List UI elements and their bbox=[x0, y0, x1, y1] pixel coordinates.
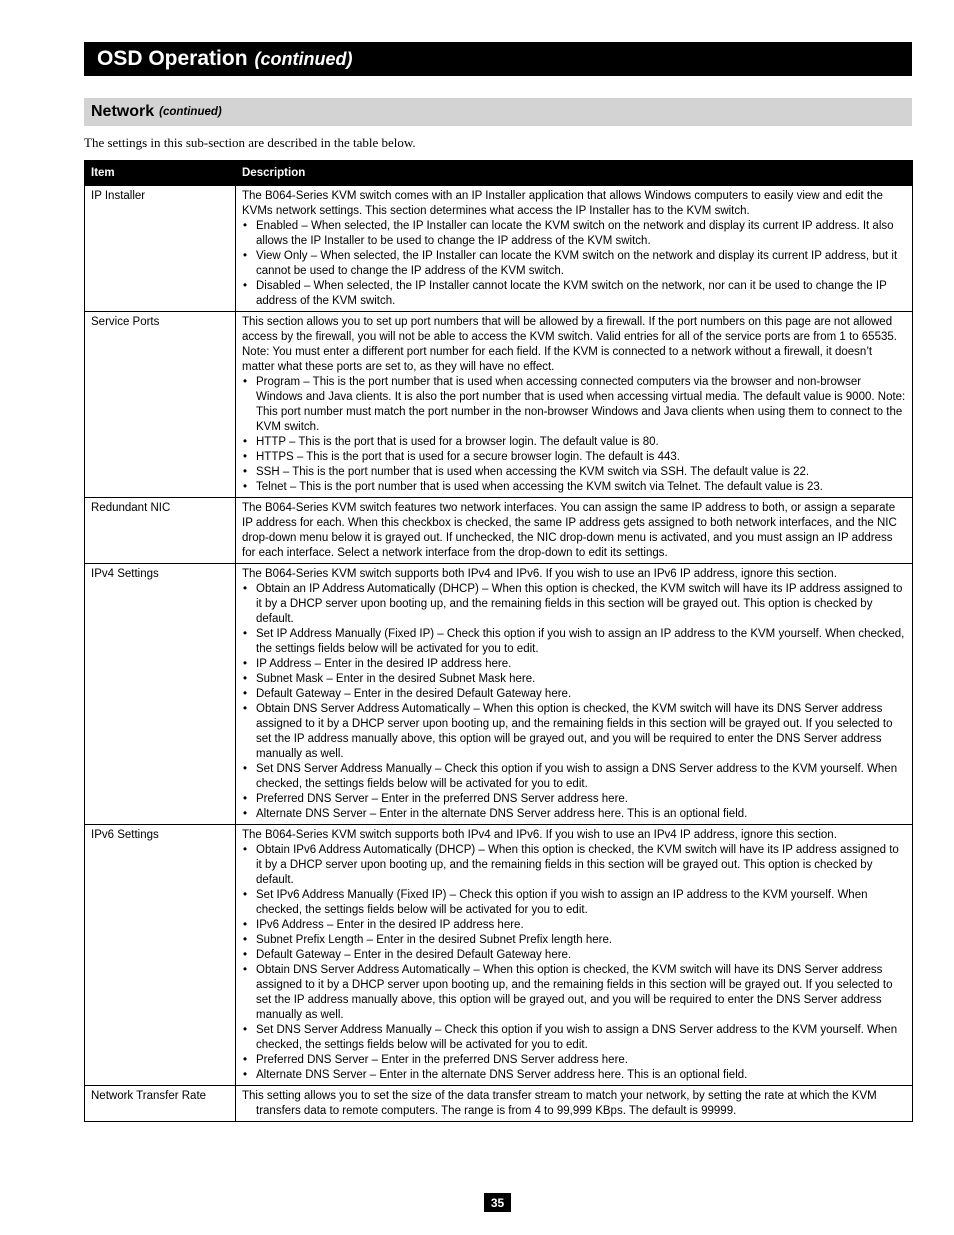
description-cell bbox=[236, 498, 913, 564]
list-item: • View Only – When selected, the IP Installer can locate the KVM switch on the network and display its current IP address, but it cannot be used to change the IP address of the KVM switch. bbox=[242, 249, 907, 279]
column-header-description: Description bbox=[236, 161, 913, 186]
list-item: • Obtain DNS Server Address Automatically – When this option is checked, the KVM switch will have its DNS Server address assigned to it by a DHCP server upon booting up, and the remaining fields in this section will be grayed out. If you selected to set the IP address manually above, this option will be grayed out, and you will be required to enter the DNS Server address manually as well. bbox=[242, 702, 907, 762]
item-cell: Network Transfer Rate bbox=[85, 1086, 236, 1122]
list-item: • Preferred DNS Server – Enter in the preferred DNS Server address here. bbox=[242, 1053, 907, 1068]
page-title-suffix: (continued) bbox=[254, 48, 353, 69]
column-header-item: Item bbox=[85, 161, 236, 186]
list-item: • HTTP – This is the port that is used for a browser login. The default value is 80. bbox=[242, 435, 907, 450]
list-item: • Set IP Address Manually (Fixed IP) – Check this option if you wish to assign an IP address to the KVM yourself. When checked, the settings fields below will be activated for you to edit. bbox=[242, 627, 907, 657]
description-cell bbox=[236, 186, 913, 312]
item-cell: Redundant NIC bbox=[85, 498, 236, 564]
table-header-row bbox=[85, 161, 913, 186]
list-item: • Set IPv6 Address Manually (Fixed IP) – Check this option if you wish to assign an IP address to the KVM yourself. When checked, the settings fields below will be activated for you to edit. bbox=[242, 888, 907, 918]
page-title-bar bbox=[84, 42, 912, 76]
bullet-list bbox=[242, 219, 907, 309]
item-cell: Service Ports bbox=[85, 312, 236, 498]
description-cell bbox=[236, 312, 913, 498]
item-cell: IPv6 Settings bbox=[85, 825, 236, 1086]
list-item: • Preferred DNS Server – Enter in the preferred DNS Server address here. bbox=[242, 792, 907, 807]
bullet-list bbox=[242, 582, 907, 822]
description-cell bbox=[236, 825, 913, 1086]
bullet-list bbox=[242, 843, 907, 1083]
table-row bbox=[85, 186, 913, 312]
description-cell bbox=[236, 564, 913, 825]
page-number: 35 bbox=[484, 1193, 511, 1212]
description-text: The B064-Series KVM switch comes with an IP Installer application that allows Windows computers to easily view and edit the KVMs network settings. This section determines what access the IP Installer has to the KVM switch. bbox=[242, 190, 883, 217]
bullet-list bbox=[242, 1089, 907, 1119]
table-row bbox=[85, 312, 913, 498]
list-item: • Obtain DNS Server Address Automatically – When this option is checked, the KVM switch will have its DNS Server address assigned to it by a DHCP server upon booting up, and the remaining fields in this section will be grayed out. If you selected to set the IP address manually above, this option will be grayed out, and you will be required to enter the DNS Server address manually as well. bbox=[242, 963, 907, 1023]
item-cell: IP Installer bbox=[85, 186, 236, 312]
description-text: The B064-Series KVM switch features two network interfaces. You can assign the same IP address to both, or assign a separate IP address for each. When this checkbox is checked, the same IP address gets assigned to both network interfaces, and the NIC drop-down menu below it is grayed out. If unchecked, the NIC drop-down menu is activated, and you must assign an IP address for each interface. Select a network interface from the drop-down to edit its settings. bbox=[242, 502, 897, 559]
list-item: • Set DNS Server Address Manually – Check this option if you wish to assign a DNS Server address to the KVM yourself. When checked, the settings fields below will be activated for you to edit. bbox=[242, 1023, 907, 1053]
list-item: • Subnet Mask – Enter in the desired Subnet Mask here. bbox=[242, 672, 907, 687]
item-cell: IPv4 Settings bbox=[85, 564, 236, 825]
list-item: • Enabled – When selected, the IP Installer can locate the KVM switch on the network and display its current IP address. It also allows the IP Installer to be used to change the IP address of the KVM switch. bbox=[242, 219, 907, 249]
description-text: The B064-Series KVM switch supports both IPv4 and IPv6. If you wish to use an IPv4 IP address, ignore this section. bbox=[242, 829, 837, 841]
list-item: • Alternate DNS Server – Enter in the alternate DNS Server address here. This is an optional field. bbox=[242, 1068, 907, 1083]
settings-table bbox=[84, 160, 913, 1122]
list-item: • Obtain an IP Address Automatically (DHCP) – When this option is checked, the KVM switch will have its IP address assigned to it by a DHCP server upon booting up, and the remaining fields in this section will be grayed out. This option is checked by default. bbox=[242, 582, 907, 627]
list-item: • IP Address – Enter in the desired IP address here. bbox=[242, 657, 907, 672]
description-text: This section allows you to set up port numbers that will be allowed by a firewall. If the port numbers on this page are not allowed access by the firewall, you will not be able to access the KVM switch. Valid entries for all of the service ports are from 1 to 65535. Note: You must enter a different port number for each field. If the KVM is connected to a network without a firewall, it doesn’t matter what these ports are set to, as they will have no effect. bbox=[242, 316, 897, 373]
list-item: • HTTPS – This is the port that is used for a secure browser login. The default is 443. bbox=[242, 450, 907, 465]
intro-text: The settings in this sub-section are described in the table below. bbox=[84, 135, 416, 150]
description-cell bbox=[236, 1086, 913, 1122]
list-item: • Obtain IPv6 Address Automatically (DHCP) – When this option is checked, the KVM switch will have its IP address assigned to it by a DHCP server upon booting up, and the remaining fields in this section will be grayed out. This option is checked by default. bbox=[242, 843, 907, 888]
list-item: • Set DNS Server Address Manually – Check this option if you wish to assign a DNS Server address to the KVM yourself. When checked, the settings fields below will be activated for you to edit. bbox=[242, 762, 907, 792]
list-item: • Subnet Prefix Length – Enter in the desired Subnet Prefix length here. bbox=[242, 933, 907, 948]
section-title: Network bbox=[91, 103, 155, 120]
list-item: • Program – This is the port number that is used when accessing connected computers via the browser and non-browser Windows and Java clients. It is also the port number that is used when accessing virtual media. The default value is 9000. Note: This port number must match the port number in the non-browser Windows and Java clients when using them to connect to the KVM switch. bbox=[242, 375, 907, 435]
list-item: • Disabled – When selected, the IP Installer cannot locate the KVM switch on the network, nor can it be used to change the IP address of the KVM switch. bbox=[242, 279, 907, 309]
list-item: • Default Gateway – Enter in the desired Default Gateway here. bbox=[242, 948, 907, 963]
section-heading-bar bbox=[84, 98, 912, 126]
table-row bbox=[85, 498, 913, 564]
table-row bbox=[85, 825, 913, 1086]
list-item: • IPv6 Address – Enter in the desired IP address here. bbox=[242, 918, 907, 933]
bullet-list bbox=[242, 375, 907, 495]
table-row bbox=[85, 1086, 913, 1122]
list-item: • Default Gateway – Enter in the desired Default Gateway here. bbox=[242, 687, 907, 702]
page-title: OSD Operation bbox=[97, 47, 248, 70]
list-item: • Telnet – This is the port number that is used when accessing the KVM switch via Telnet. The default value is 23. bbox=[242, 480, 907, 495]
section-title-suffix: (continued) bbox=[159, 106, 222, 118]
description-text: This setting allows you to set the size of the data transfer stream to match your network, by setting the rate at which the KVM transfers data to remote computers. The range is from 4 to 99,999 KBps. The default is 99999. bbox=[242, 1090, 877, 1117]
description-text: The B064-Series KVM switch supports both IPv4 and IPv6. If you wish to use an IPv6 IP address, ignore this section. bbox=[242, 568, 837, 580]
list-item: • Alternate DNS Server – Enter in the alternate DNS Server address here. This is an optional field. bbox=[242, 807, 907, 822]
table-row bbox=[85, 564, 913, 825]
list-item: • SSH – This is the port number that is used when accessing the KVM switch via SSH. The default value is 22. bbox=[242, 465, 907, 480]
